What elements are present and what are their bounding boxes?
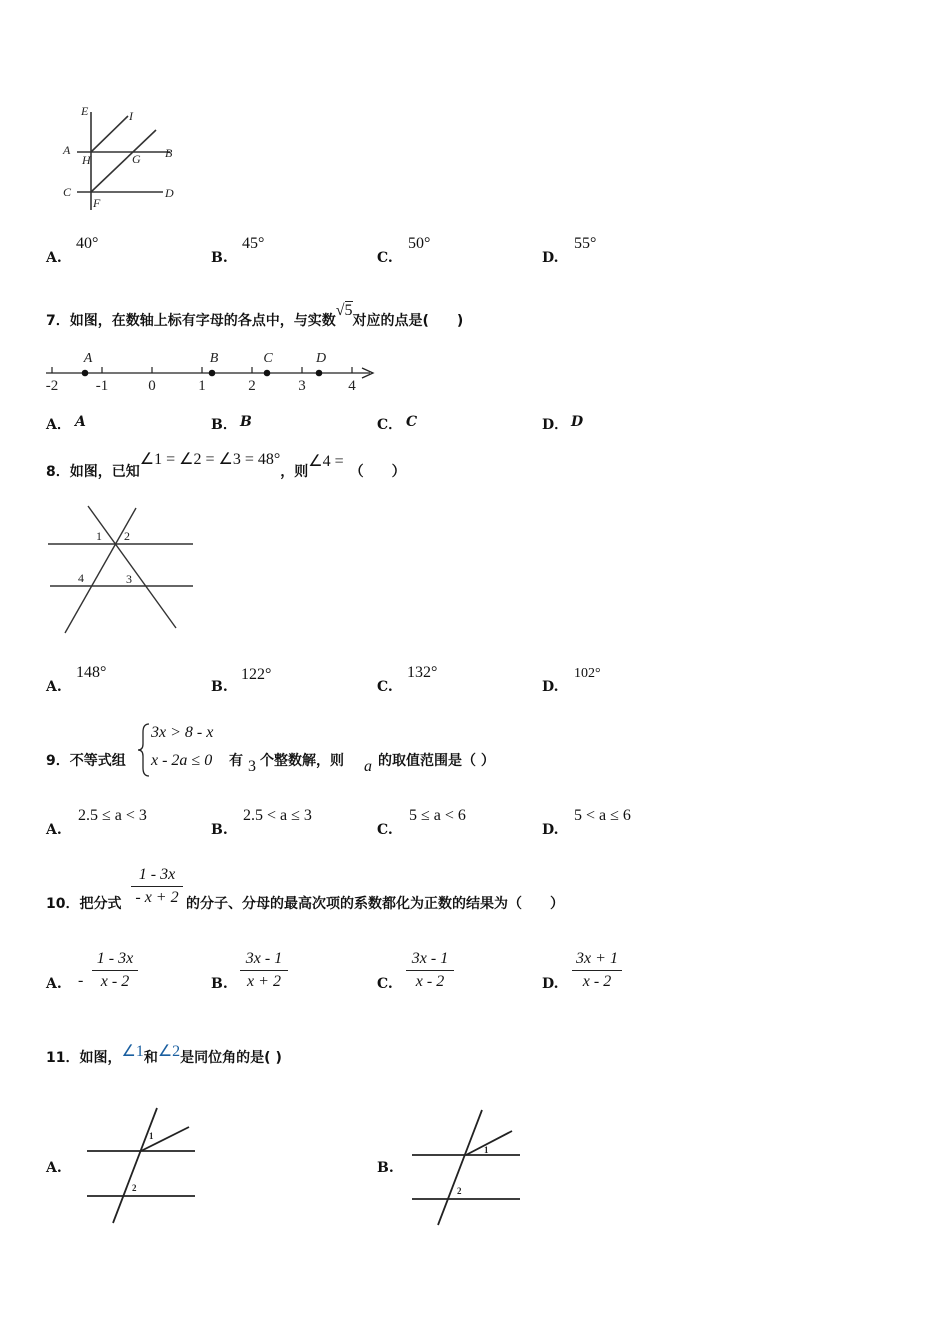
q10-option-d-numerator: 3x + 1 [572, 950, 622, 971]
tick-4: 4 [348, 378, 356, 394]
q10-option-d-label[interactable]: D. [542, 976, 559, 992]
q8-stem [46, 451, 406, 481]
angle-label-2: 2 [124, 529, 130, 543]
q10-option-b-fraction [240, 950, 288, 991]
q6-option-d-label[interactable]: D. [542, 250, 559, 266]
q10-option-c-label[interactable]: C. [377, 976, 393, 992]
q7-option-b-value: B [240, 414, 252, 430]
q10-option-a-fraction [92, 950, 138, 991]
q9-suffix: 的取值范围是（ ） [378, 753, 495, 769]
tick-neg2: -2 [45, 378, 59, 394]
label-i: I [129, 109, 133, 123]
q10-option-d-denominator: x - 2 [582, 973, 612, 990]
q7-radical-sign: √ [335, 302, 345, 319]
q9-option-d-value: 5 < a ≤ 6 [574, 807, 631, 824]
q6-option-c-value: 50° [408, 235, 431, 252]
q11-mid: 和 [143, 1050, 158, 1066]
point-c [264, 370, 271, 377]
q8-option-c-label[interactable]: C. [377, 679, 393, 695]
q11-a-angle-label-1: 1 [149, 1131, 154, 1141]
q10-suffix: 的分子、分母的最高次项的系数都化为正数的结果为（ ） [186, 896, 564, 912]
q10-numerator: 1 - 3x [131, 866, 183, 887]
q9-variable: a [364, 758, 372, 775]
q7-radicand: 5 [344, 302, 353, 319]
q11-angle-1: ∠1 [121, 1043, 144, 1060]
tick-3: 3 [298, 378, 306, 394]
tick-2: 2 [248, 378, 256, 394]
line-hi [91, 116, 128, 152]
q9-mid1: 有 [229, 753, 243, 769]
angle-label-3: 3 [126, 572, 132, 586]
q9-option-d-label[interactable]: D. [542, 822, 559, 838]
q10-option-a-numerator: 1 - 3x [92, 950, 138, 971]
q10-fraction [131, 866, 183, 907]
q11-option-a-label[interactable]: A. [46, 1160, 62, 1176]
q9-brace [137, 722, 151, 778]
q9-option-c-label[interactable]: C. [377, 822, 393, 838]
point-label-c: C [263, 351, 273, 366]
q6-option-b-value: 45° [242, 235, 265, 252]
q11-b-angle-label-2: 2 [457, 1186, 462, 1196]
q7-stem [46, 302, 464, 330]
q8-mid: ，则 [280, 464, 309, 480]
label-b: B [165, 146, 173, 160]
q9-option-b-value: 2.5 < a ≤ 3 [243, 807, 312, 824]
angle-label-4: 4 [78, 571, 84, 585]
q11-option-b-label[interactable]: B. [377, 1160, 394, 1176]
q9-option-b-label[interactable]: B. [211, 822, 228, 838]
q6-figure [55, 100, 190, 220]
point-a [82, 370, 89, 377]
q9-prefix: 9．不等式组 [46, 753, 126, 769]
q7-option-a-value: A [75, 414, 86, 430]
q9-mid2: 个整数解，则 [260, 753, 344, 769]
label-g: G [132, 152, 141, 166]
label-f: F [93, 196, 101, 210]
q10-option-c-numerator: 3x - 1 [406, 950, 454, 971]
q10-option-a-sign: - [78, 972, 84, 989]
q10-prefix: 10．把分式 [46, 896, 122, 912]
point-label-b: B [209, 351, 219, 366]
q8-figure [40, 500, 200, 638]
q9-inequality-2: x - 2a ≤ 0 [151, 752, 213, 769]
transversal-right [65, 508, 136, 633]
q11-b-angle-label-1: 1 [484, 1145, 489, 1155]
q7-option-a-label[interactable]: A． [46, 417, 71, 433]
point-label-a: A [83, 351, 93, 366]
q6-option-c-label[interactable]: C. [377, 250, 393, 266]
tick-neg1: -1 [95, 378, 109, 394]
q7-option-d-value: D [571, 414, 584, 430]
q7-option-c-label[interactable]: C． [377, 417, 403, 433]
tick-0: 0 [148, 378, 156, 394]
q6-option-a-value: 40° [76, 235, 99, 252]
q9-inequality-1: 3x > 8 - x [151, 724, 214, 741]
q7-sqrt [336, 302, 353, 319]
q10-option-c-fraction [406, 950, 454, 991]
q9-count: 3 [248, 758, 256, 775]
q10-option-c-denominator: x - 2 [415, 973, 445, 990]
point-b [209, 370, 216, 377]
angle-label-1: 1 [96, 529, 102, 543]
q10-option-b-label[interactable]: B. [211, 976, 228, 992]
q11-stem [46, 1043, 282, 1067]
q8-option-b-label[interactable]: B. [211, 679, 228, 695]
label-c: C [63, 185, 72, 199]
q10-option-a-label[interactable]: A. [46, 976, 62, 992]
point-d [316, 370, 323, 377]
q8-asked: ∠4 = [308, 453, 344, 470]
q9-option-a-value: 2.5 ≤ a < 3 [78, 807, 147, 824]
q8-option-b-value: 122° [241, 666, 272, 683]
q10-option-a-denominator: x - 2 [100, 973, 130, 990]
q8-prefix: 8．如图，已知 [46, 464, 140, 480]
q8-option-d-label[interactable]: D. [542, 679, 559, 695]
label-e: E [81, 104, 89, 118]
tick-1: 1 [198, 378, 206, 394]
transversal-left [88, 506, 176, 628]
q7-suffix: 对应的点是( ) [352, 313, 464, 329]
q10-denominator: - x + 2 [135, 889, 179, 906]
q11-option-b-figure[interactable] [410, 1105, 525, 1230]
q6-option-b-label[interactable]: B. [211, 250, 228, 266]
q6-option-a-label[interactable]: A. [46, 250, 62, 266]
q8-given: ∠1 = ∠2 = ∠3 = 48° [139, 451, 281, 468]
q10-option-b-numerator: 3x - 1 [240, 950, 288, 971]
q9-option-a-label[interactable]: A. [46, 822, 62, 838]
q11-prefix: 11．如图， [46, 1050, 122, 1066]
label-h: H [82, 153, 91, 167]
q6-option-d-value: 55° [574, 235, 597, 252]
q8-option-c-value: 132° [407, 664, 438, 681]
q7-number-line [40, 348, 380, 398]
q7-option-c-value: C [406, 414, 418, 430]
q7-option-d-label[interactable]: D． [542, 417, 569, 433]
label-d: D [165, 186, 174, 200]
q7-prefix: 7．如图，在数轴上标有字母的各点中，与实数 [46, 313, 336, 329]
q8-option-a-value: 148° [76, 664, 107, 681]
q8-suffix: （ ） [349, 464, 406, 480]
q11-suffix: 是同位角的是( ) [180, 1050, 282, 1066]
q8-option-d-value: 102° [574, 666, 601, 681]
q7-option-b-label[interactable]: B． [211, 417, 237, 433]
point-label-d: D [315, 351, 327, 366]
label-a: A [63, 143, 71, 157]
q11-a-angle-label-2: 2 [132, 1183, 137, 1193]
q11-option-a-figure[interactable] [85, 1103, 200, 1228]
line-fg [91, 130, 156, 192]
q9-option-c-value: 5 ≤ a < 6 [409, 807, 466, 824]
q11-angle-2: ∠2 [157, 1043, 181, 1060]
q10-option-b-denominator: x + 2 [247, 973, 281, 990]
q8-option-a-label[interactable]: A. [46, 679, 62, 695]
q10-option-d-fraction [572, 950, 622, 991]
